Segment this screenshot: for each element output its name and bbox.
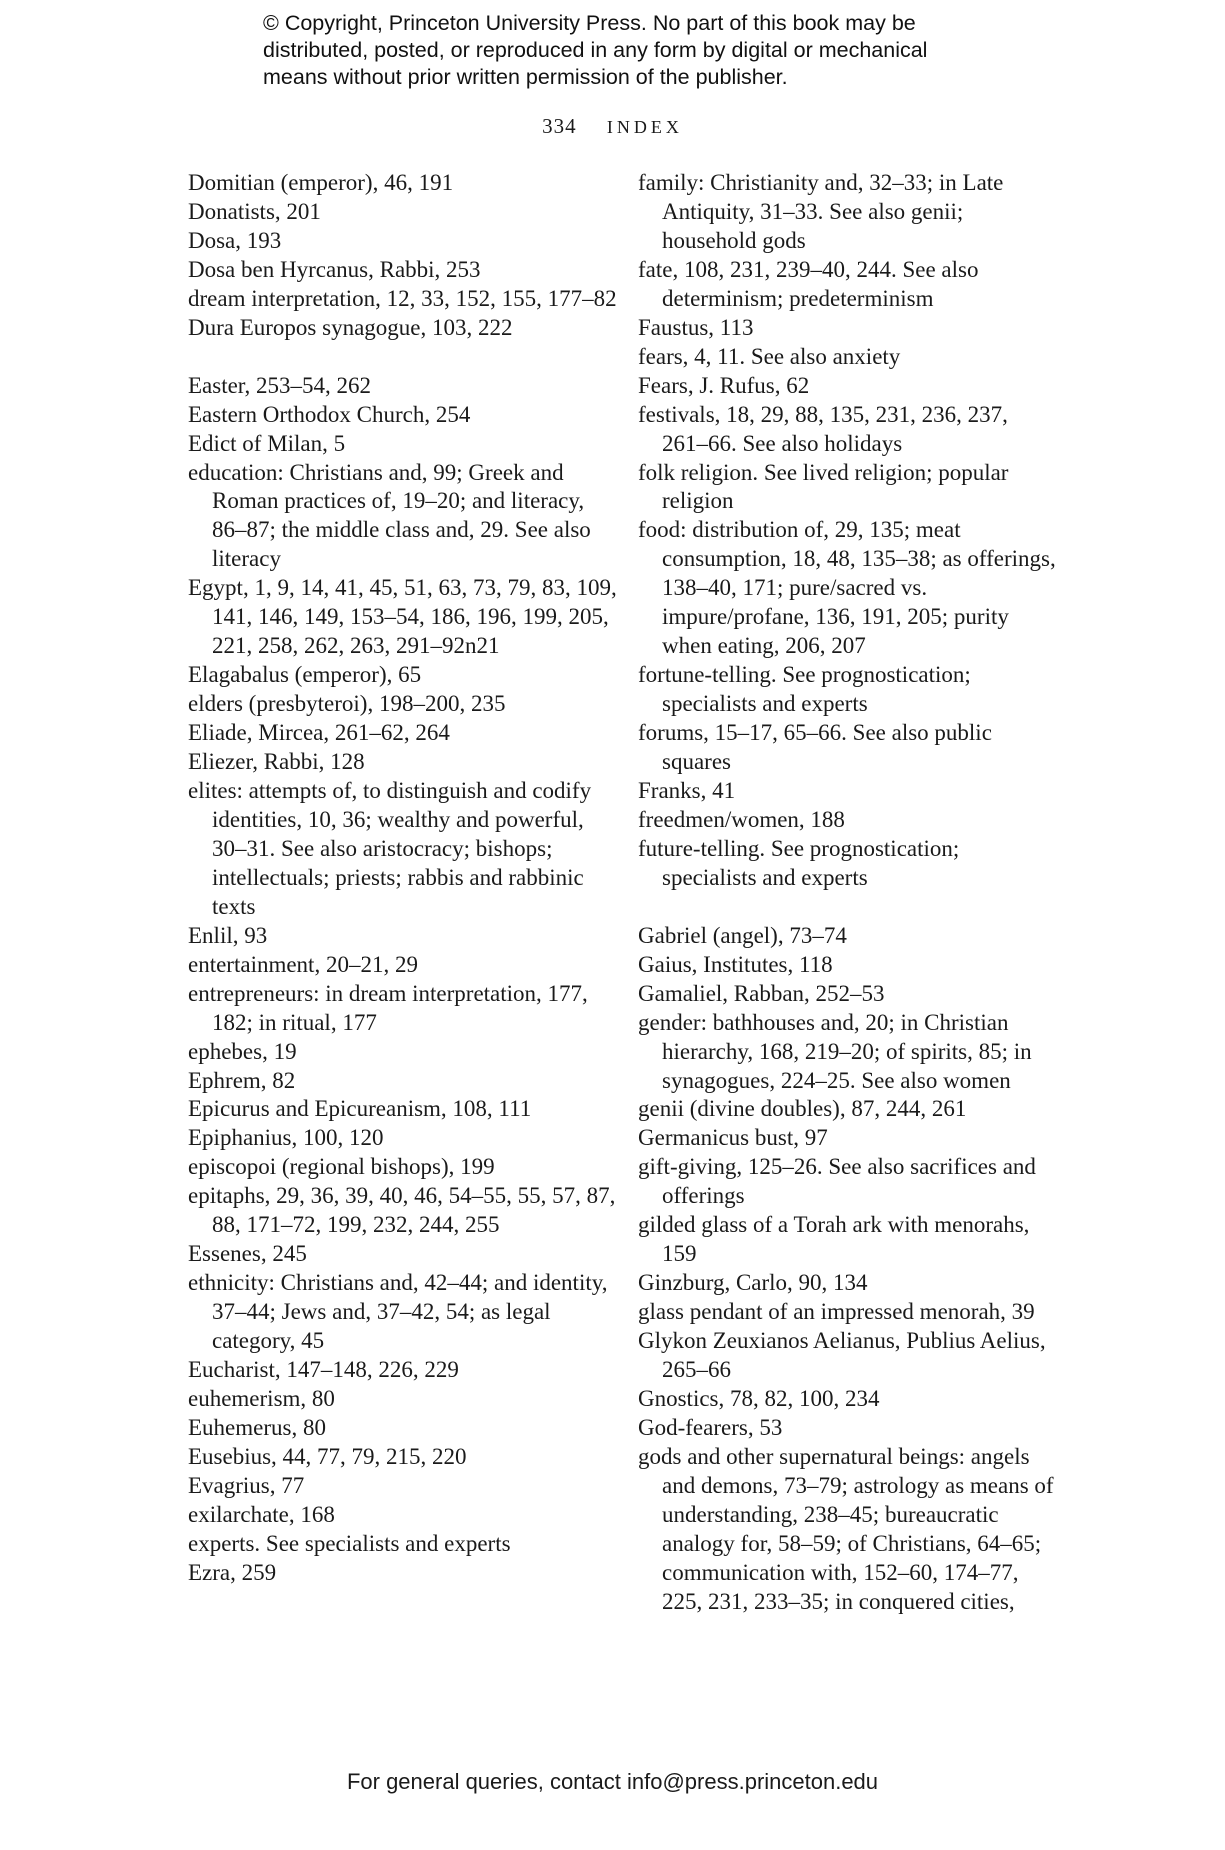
index-entry: future-telling. See prognostication; specialists and experts bbox=[638, 835, 960, 890]
index-entry: Epiphanius, 100, 120 bbox=[188, 1125, 384, 1151]
copyright-line-3: means without prior written permission of the publisher. bbox=[263, 65, 788, 89]
index-entry: Dura Europos synagogue, 103, 222 bbox=[188, 314, 513, 340]
index-entry: fate, 108, 231, 239–40, 244. See also determinism; predeterminism bbox=[638, 256, 979, 311]
index-entry: Egypt, 1, 9, 14, 41, 45, 51, 63, 73, 79, 83, 109, 141, 146, 149, 153–54, 186, 196, 199, 205, 221, 258, 262, 263, 291–92n21 bbox=[188, 575, 617, 659]
index-entry: Ginzburg, Carlo, 90, 134 bbox=[638, 1270, 868, 1296]
section-gap bbox=[188, 343, 618, 372]
index-entry: glass pendant of an impressed menorah, 39 bbox=[638, 1299, 1035, 1325]
index-column-right bbox=[638, 169, 1058, 1617]
running-head bbox=[0, 114, 1225, 139]
index-entry: Domitian (emperor), 46, 191 bbox=[188, 170, 454, 195]
index-entry: epitaphs, 29, 36, 39, 40, 46, 54–55, 55, 57, 87, 88, 171–72, 199, 232, 244, 255 bbox=[188, 1183, 616, 1238]
index-entry: Evagrius, 77 bbox=[188, 1472, 305, 1498]
page-number: 334 bbox=[542, 114, 577, 138]
index-entry: Dosa ben Hyrcanus, Rabbi, 253 bbox=[188, 256, 481, 282]
index-entry: episcopoi (regional bishops), 199 bbox=[188, 1154, 495, 1180]
index-entry: Donatists, 201 bbox=[188, 198, 321, 224]
index-entry: Eucharist, 147–148, 226, 229 bbox=[188, 1357, 459, 1383]
index-entry: family: Christianity and, 32–33; in Late Antiquity, 31–33. See also genii; household gods bbox=[638, 170, 1004, 253]
index-entry: elders (presbyteroi), 198–200, 235 bbox=[188, 691, 506, 717]
index-entry: Dosa, 193 bbox=[188, 227, 282, 253]
index-entry: fears, 4, 11. See also anxiety bbox=[638, 343, 901, 369]
index-entry: gender: bathhouses and, 20; in Christian hierarchy, 168, 219–20; of spirits, 85; in synagogues, 224–25. See also women bbox=[638, 1009, 1032, 1093]
index-entry: entrepreneurs: in dream interpretation, 177, 182; in ritual, 177 bbox=[188, 980, 588, 1035]
index-entry: education: Christians and, 99; Greek and Roman practices of, 19–20; and literacy, 86–87; the middle class and, 29. See also literacy bbox=[188, 459, 591, 572]
page-title: INDEX bbox=[606, 117, 683, 137]
index-entry: exilarchate, 168 bbox=[188, 1501, 335, 1527]
index-entry: fortune-telling. See prognostication; specialists and experts bbox=[638, 662, 971, 717]
index-entry: ethnicity: Christians and, 42–44; and identity, 37–44; Jews and, 37–42, 54; as legal category, 45 bbox=[188, 1270, 608, 1354]
index-entry: gilded glass of a Torah ark with menorahs, 159 bbox=[638, 1212, 1030, 1267]
index-entry: Elagabalus (emperor), 65 bbox=[188, 662, 422, 688]
index-entry: ephebes, 19 bbox=[188, 1038, 297, 1064]
index-entry: Gamaliel, Rabban, 252–53 bbox=[638, 980, 885, 1006]
index-entry: Eastern Orthodox Church, 254 bbox=[188, 401, 471, 427]
index-entry: Gaius, Institutes, 118 bbox=[638, 951, 833, 977]
index-column-left bbox=[188, 169, 618, 1588]
index-entry: Enlil, 93 bbox=[188, 922, 268, 948]
index-entry: Gabriel (angel), 73–74 bbox=[638, 922, 847, 948]
index-entry: Epicurus and Epicureanism, 108, 111 bbox=[188, 1096, 532, 1122]
section-gap bbox=[638, 893, 1058, 922]
index-entry: Fears, J. Rufus, 62 bbox=[638, 372, 810, 398]
index-entry: Easter, 253–54, 262 bbox=[188, 372, 372, 398]
index-entry: genii (divine doubles), 87, 244, 261 bbox=[638, 1096, 967, 1122]
index-entry: gods and other supernatural beings: angels and demons, 73–79; astrology as means of understanding, 238–45; bureaucratic analogy for, 58–59; of Christians, 64–65; communication with, 152–60, 174–77, 225, 231, 233–35; in conquered cities, bbox=[638, 1443, 1054, 1614]
index-entry: Germanicus bust, 97 bbox=[638, 1125, 828, 1151]
index-entry: gift-giving, 125–26. See also sacrifices and offerings bbox=[638, 1154, 1036, 1209]
index-entry: Ephrem, 82 bbox=[188, 1067, 296, 1093]
copyright-notice bbox=[263, 10, 1023, 91]
index-entry: Eusebius, 44, 77, 79, 215, 220 bbox=[188, 1443, 467, 1469]
index-entry: Faustus, 113 bbox=[638, 314, 754, 340]
index-entry: Gnostics, 78, 82, 100, 234 bbox=[638, 1386, 880, 1412]
index-entry: experts. See specialists and experts bbox=[188, 1530, 511, 1556]
index-entry: Edict of Milan, 5 bbox=[188, 430, 346, 456]
index-entry: folk religion. See lived religion; popular religion bbox=[638, 459, 1009, 514]
index-entry: euhemerism, 80 bbox=[188, 1386, 335, 1412]
index-entry: Ezra, 259 bbox=[188, 1559, 277, 1585]
index-entry: freedmen/women, 188 bbox=[638, 806, 845, 832]
index-entry: Franks, 41 bbox=[638, 778, 736, 804]
index-entry: Eliade, Mircea, 261–62, 264 bbox=[188, 720, 450, 746]
index-entry: Euhemerus, 80 bbox=[188, 1414, 326, 1440]
index-entry: Eliezer, Rabbi, 128 bbox=[188, 749, 365, 775]
copyright-line-2: distributed, posted, or reproduced in any form by digital or mechanical bbox=[263, 38, 928, 62]
index-entry: entertainment, 20–21, 29 bbox=[188, 951, 418, 977]
index-entry: God-fearers, 53 bbox=[638, 1414, 783, 1440]
index-entry: forums, 15–17, 65–66. See also public squares bbox=[638, 720, 992, 775]
index-entry: festivals, 18, 29, 88, 135, 231, 236, 237, 261–66. See also holidays bbox=[638, 401, 1008, 456]
index-entry: Essenes, 245 bbox=[188, 1241, 307, 1267]
contact-footer: For general queries, contact info@press.princeton.edu bbox=[346, 1769, 879, 1794]
index-entry: elites: attempts of, to distinguish and codify identities, 10, 36; wealthy and powerful, 30–31. See also aristocracy; bishops; intellectuals; priests; rabbis and rabbinic texts bbox=[188, 778, 592, 919]
index-entry: food: distribution of, 29, 135; meat consumption, 18, 48, 135–38; as offerings, 138–40, 171; pure/sacred vs. impure/profane, 136, 191, 205; purity when eating, 206, 207 bbox=[638, 517, 1056, 659]
copyright-line-1: © Copyright, Princeton University Press. No part of this book may be bbox=[263, 11, 916, 35]
index-entry: Glykon Zeuxianos Aelianus, Publius Aelius, 265–66 bbox=[638, 1328, 1046, 1383]
index-entry: dream interpretation, 12, 33, 152, 155, 177–82 bbox=[188, 285, 617, 311]
